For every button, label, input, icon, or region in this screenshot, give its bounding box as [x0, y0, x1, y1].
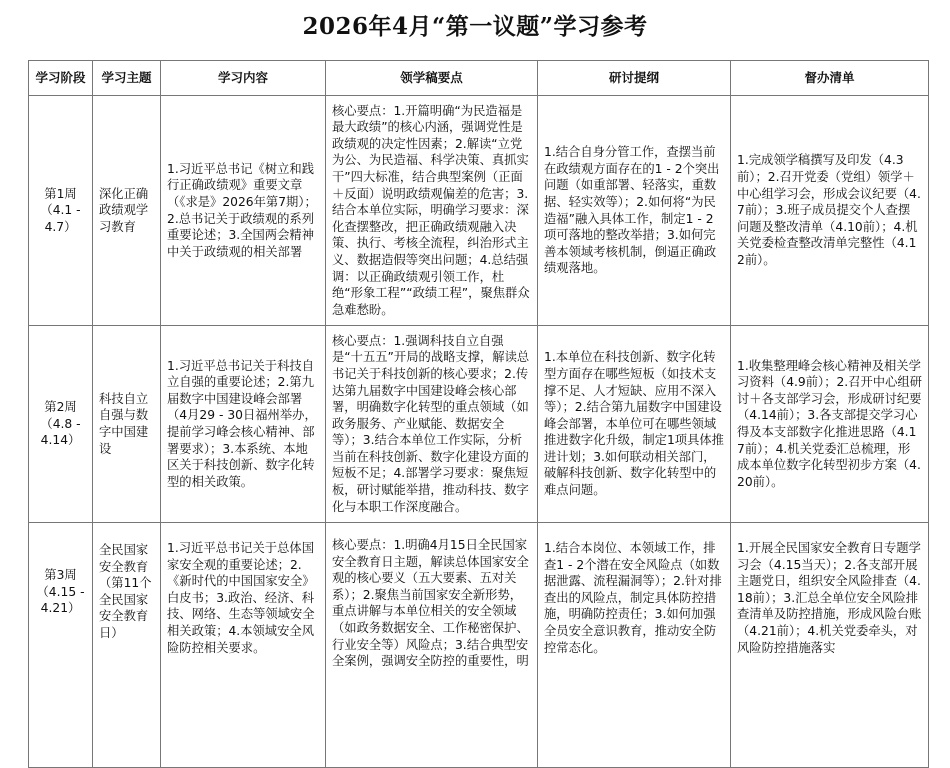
- points-cell: 核心要点：1.明确4月15日全民国家安全教育日主题，解读总体国家安全观的核心要义（五大要素、五对关系）；2.聚焦当前国家安全新形势，重点讲解与本单位相关的安全领域（如政务数据安全、工作秘密保护、行业安全等）风险点；3.结合典型安全案例，强调安全防控的重要性，明: [326, 523, 538, 768]
- checklist-cell: 1.收集整理峰会核心精神及相关学习资料（4.9前）；2.召开中心组研讨＋各支部学习会，形成研讨纪要（4.14前）；3.各支部提交学习心得及本支部数字化推进思路（4.17前）；4.机关党委汇总梳理，形成本单位数字化转型初步方案（4.20前）。: [731, 326, 929, 523]
- stage-cell: 第1周（4.1 - 4.7）: [29, 96, 93, 326]
- outline-cell: 1.结合自身分管工作，查摆当前在政绩观方面存在的1 - 2个突出问题（如重部署、轻落实，重数据、轻实效等）；2.如何将“为民造福”融入具体工作，制定1 - 2项可落地的整改举措；3.如何完善本领域考核机制，倒逼正确政绩观落地。: [538, 96, 731, 326]
- document-title: 2026年4月“第一议题”学习参考: [302, 13, 648, 40]
- table-row: [29, 326, 929, 523]
- content-cell: 1.习近平总书记关于总体国家安全观的重要论述；2.《新时代的中国国家安全》白皮书；3.政治、经济、科技、网络、生态等领域安全相关政策；4.本领域安全风险防控相关要求。: [161, 523, 326, 768]
- points-cell: 核心要点：1.开篇明确“为民造福是最大政绩”的核心内涵，强调党性是政绩观的决定性因素；2.解读“立党为公、为民造福、科学决策、真抓实干”四大标准，结合典型案例（正面＋反面）说明政绩观偏差的危害；3.结合本单位实际，明确学习要求：深化查摆整改，把正确政绩观融入决策、执行、考核全流程，纠治形式主义、数据造假等突出问题；4.总结强调：以正确政绩观引领工作，杜绝“形象工程”“政绩工程”，聚焦群众急难愁盼。: [326, 96, 538, 326]
- checklist-cell: 1.开展全民国家安全教育日专题学习会（4.15当天）；2.各支部开展主题党日，组织安全风险排查（4.18前）；3.汇总全单位安全风险排查清单及防控措施，形成风险台账（4.21前）；4.机关党委牵头，对风险防控措施落实: [731, 523, 929, 768]
- outline-cell: 1.本单位在科技创新、数字化转型方面存在哪些短板（如技术支撑不足、人才短缺、应用不深入等）；2.结合第九届数字中国建设峰会部署，本单位可在哪些领域推进数字化升级，制定1项具体推进计划；3.如何联动相关部门，破解科技创新、数字化转型中的难点问题。: [538, 326, 731, 523]
- checklist-cell: 1.完成领学稿撰写及印发（4.3前）；2.召开党委（党组）领学＋中心组学习会，形成会议纪要（4.7前）；3.班子成员提交个人查摆问题及整改清单（4.10前）；4.机关党委检查整改清单完整性（4.12前）。: [731, 96, 929, 326]
- header-outline: 研讨提纲: [538, 61, 731, 96]
- header-content: 学习内容: [161, 61, 326, 96]
- header-theme: 学习主题: [93, 61, 161, 96]
- study-plan-table: [28, 60, 929, 768]
- content-cell: 1.习近平总书记关于科技自立自强的重要论述；2.第九届数字中国建设峰会部署（4月29 - 30日福州举办，提前学习峰会核心精神、部署要求）；3.本系统、本地区关于科技创新、数字化转型的相关政策。: [161, 326, 326, 523]
- header-checklist: 督办清单: [731, 61, 929, 96]
- points-cell: 核心要点：1.强调科技自立自强是“十五五”开局的战略支撑，解读总书记关于科技创新的核心要求；2.传达第九届数字中国建设峰会核心部署，明确数字化转型的重点领域（如政务服务、产业赋能、数据安全等）；3.结合本单位工作实际，分析当前在科技创新、数字化建设方面的短板不足；4.部署学习要求：聚焦短板，研讨赋能举措，推动科技、数字化与本职工作深度融合。: [326, 326, 538, 523]
- table-row: [29, 523, 929, 768]
- stage-cell: 第3周（4.15 - 4.21）: [29, 523, 93, 768]
- header-points: 领学稿要点: [326, 61, 538, 96]
- theme-cell: 科技自立自强与数字中国建设: [93, 326, 161, 523]
- theme-cell: 全民国家安全教育（第11个全民国家安全教育日）: [93, 523, 161, 768]
- outline-cell: 1.结合本岗位、本领域工作，排查1 - 2个潜在安全风险点（如数据泄露、流程漏洞等）；2.针对排查出的风险点，制定具体防控措施，明确防控责任；3.如何加强全员安全意识教育，推动安全防控常态化。: [538, 523, 731, 768]
- table-row: [29, 96, 929, 326]
- content-cell: 1.习近平总书记《树立和践行正确政绩观》重要文章（《求是》2026年第7期）；2.总书记关于政绩观的系列重要论述；3.全国两会精神中关于政绩观的相关部署: [161, 96, 326, 326]
- header-stage: 学习阶段: [29, 61, 93, 96]
- theme-cell: 深化正确政绩观学习教育: [93, 96, 161, 326]
- stage-cell: 第2周（4.8 - 4.14）: [29, 326, 93, 523]
- table-header-row: [29, 61, 929, 96]
